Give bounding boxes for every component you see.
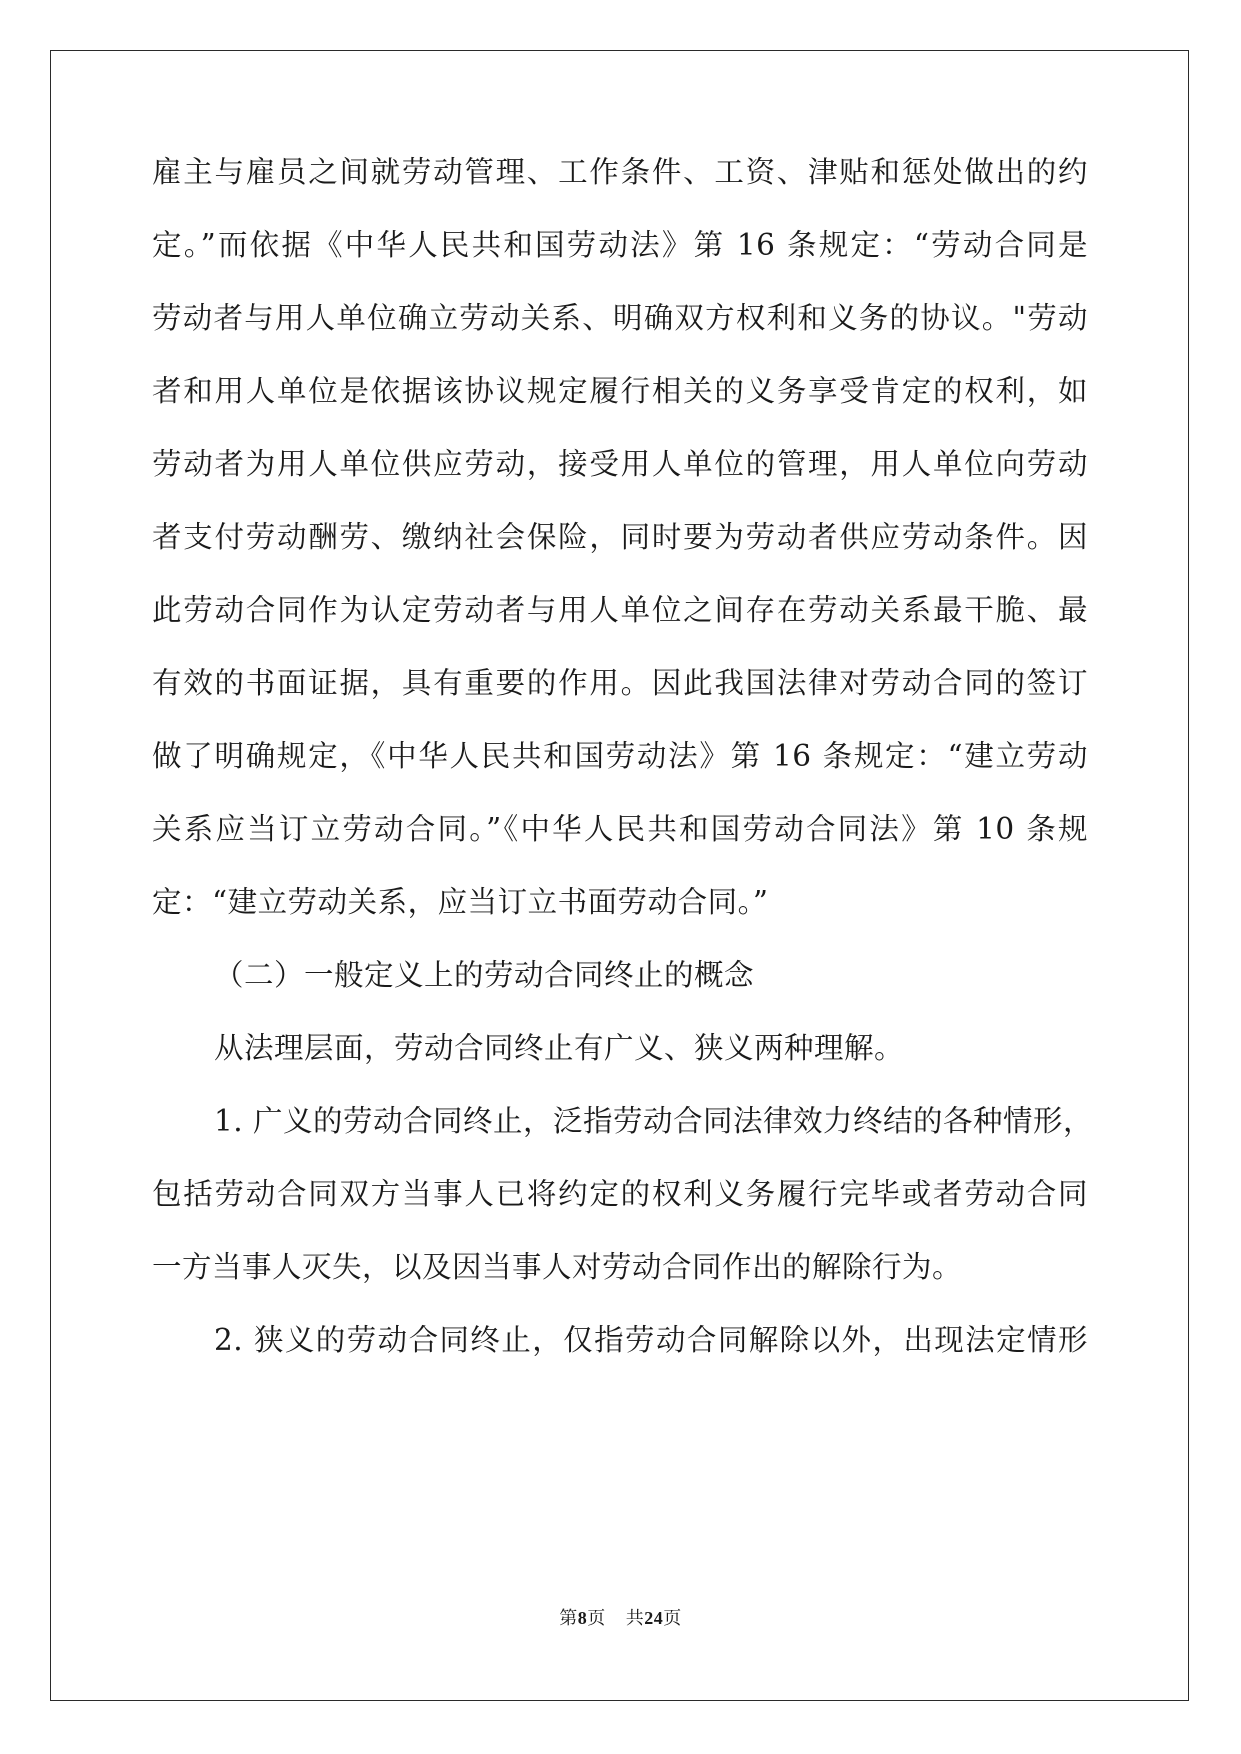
list-item-2: 2. 狭义的劳动合同终止，仅指劳动合同解除以外，出现法定情形 — [214, 1323, 1088, 1357]
total-pages: 24 — [644, 1608, 664, 1628]
text-line: 者支付劳动酬劳、缴纳社会保险，同时要为劳动者供应劳动条件。因 — [152, 520, 1088, 554]
page-footer — [0, 1606, 1241, 1631]
text-line: 此劳动合同作为认定劳动者与用人单位之间存在劳动关系最干脆、最 — [152, 593, 1088, 627]
section-heading: （二）一般定义上的劳动合同终止的概念 — [214, 958, 755, 992]
text-line: 劳动者为用人单位供应劳动，接受用人单位的管理，用人单位向劳动 — [152, 447, 1088, 481]
page-prefix: 第 — [559, 1608, 578, 1629]
text-line: 劳动者与用人单位确立劳动关系、明确双方权利和义务的协议。"劳动 — [152, 301, 1088, 335]
text-line: 一方当事人灭失，以及因当事人对劳动合同作出的解除行为。 — [152, 1250, 963, 1284]
text-line: 有效的书面证据，具有重要的作用。因此我国法律对劳动合同的签订 — [152, 666, 1088, 700]
text-line: 做了明确规定，《中华人民共和国劳动法》第 16 条规定：“建立劳动 — [152, 739, 1088, 773]
text-line: 包括劳动合同双方当事人已将约定的权利义务履行完毕或者劳动合同 — [152, 1177, 1088, 1211]
page-suffix: 页 — [587, 1608, 606, 1629]
page-number: 8 — [577, 1608, 588, 1628]
list-item-1: 1. 广义的劳动合同终止，泛指劳动合同法律效力终结的各种情形， — [214, 1104, 1094, 1138]
text-line: 关系应当订立劳动合同。”《中华人民共和国劳动合同法》第 10 条规 — [152, 812, 1088, 846]
text-line: 定：“建立劳动关系，应当订立书面劳动合同。” — [152, 885, 769, 919]
text-line: 雇主与雇员之间就劳动管理、工作条件、工资、津贴和惩处做出的约 — [152, 155, 1088, 189]
total-prefix: 共 — [625, 1608, 645, 1629]
text-line: 从法理层面，劳动合同终止有广义、狭义两种理解。 — [214, 1031, 905, 1065]
text-line: 者和用人单位是依据该协议规定履行相关的义务享受肯定的权利，如 — [152, 374, 1088, 408]
total-suffix: 页 — [663, 1608, 682, 1629]
text-line: 定。”而依据《中华人民共和国劳动法》第 16 条规定：“劳动合同是 — [152, 228, 1088, 262]
